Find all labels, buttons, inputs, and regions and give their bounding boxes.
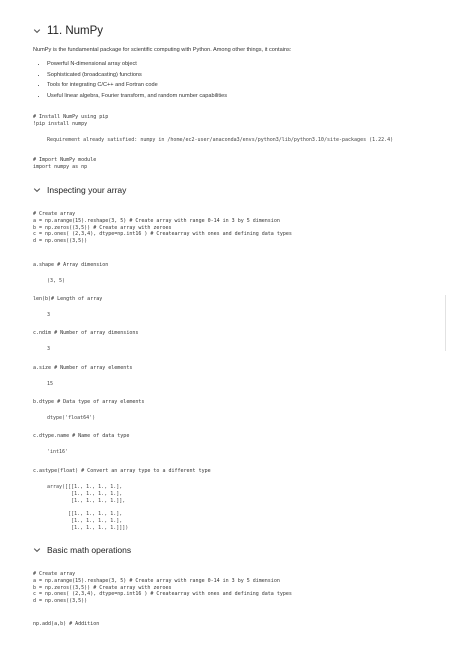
code-cell-dtype-name[interactable]: c.dtype.name # Name of data type — [33, 433, 130, 439]
code-cell-astype[interactable]: c.astype(float) # Convert an array type to a different type — [33, 468, 211, 474]
section-title: 11. NumPy — [47, 25, 104, 37]
code-cell-shape[interactable]: a.shape # Array dimension — [33, 262, 109, 268]
output-dtype-name: 'int16' — [47, 449, 69, 455]
feature-list — [33, 59, 227, 101]
list-item: • Sophisticated (broadcasting) functions — [47, 70, 227, 81]
code-cell-ndim[interactable]: c.ndim # Number of array dimensions — [33, 330, 139, 336]
section-title: Inspecting your array — [47, 185, 127, 195]
chevron-down-icon[interactable] — [33, 186, 41, 194]
code-cell-create[interactable]: # Create array a = np.arange(15).reshape(3, 5) # Create array with range 0-14 in 3 by 5 dimension b = np.zeros((3,5)) # Create array with zeroes c = np.ones( (2,3,4), dtype=np.int16 ) # Createarray with ones and defining data types d = np.ones((3,5)) — [33, 211, 292, 245]
intro-paragraph: NumPy is the fundamental package for scientific computing with Python. Among other things, it contains: — [33, 47, 292, 53]
output-len: 3 — [47, 312, 51, 318]
code-cell-create-2[interactable]: # Create array a = np.arange(15).reshape(3, 5) # Create array with range 0-14 in 3 by 5 dimension b = np.zeros((3,5)) # Create array with zeroes c = np.ones( (2,3,4), dtype=np.int16 ) # Createarray with ones and defining data types d = np.ones((3,5)) — [33, 571, 292, 605]
code-cell-import[interactable]: # Import NumPy module import numpy as np — [33, 157, 97, 170]
section-heading-math[interactable] — [33, 545, 131, 555]
chevron-down-icon[interactable] — [33, 27, 41, 35]
output-dtype: dtype('float64') — [47, 415, 96, 421]
section-heading-inspecting[interactable] — [33, 185, 126, 195]
output-shape: (3, 5) — [47, 278, 66, 284]
chevron-down-icon[interactable] — [33, 546, 41, 554]
list-item: • Useful linear algebra, Fourier transform, and random number capabilities — [47, 91, 227, 102]
list-item: • Tools for integrating C/C++ and Fortran code — [47, 80, 227, 91]
list-item: • Powerful N-dimensional array object — [47, 59, 227, 70]
section-title: Basic math operations — [47, 545, 132, 555]
code-cell-dtype[interactable]: b.dtype # Data type of array elements — [33, 399, 145, 405]
output-ndim: 3 — [47, 346, 51, 352]
scroll-indicator — [445, 295, 446, 351]
output-size: 15 — [47, 381, 54, 387]
code-cell-add[interactable]: np.add(a,b) # Addition — [33, 621, 100, 627]
output-astype: array([[[1., 1., 1., 1.], [1., 1., 1., 1.], [1., 1., 1., 1.]], [[1., 1., 1., 1.], [1., 1., 1., 1.], [1., 1., 1., 1.]]]) — [47, 484, 129, 531]
code-cell-size[interactable]: a.size # Number of array elements — [33, 365, 133, 371]
output-install: Requirement already satisfied: numpy in /home/ec2-user/anaconda3/envs/python3/lib/python3.10/site-packages (1.22.4) — [47, 137, 394, 143]
section-heading-numpy[interactable] — [33, 25, 103, 37]
code-cell-install[interactable]: # Install NumPy using pip !pip install numpy — [33, 114, 109, 127]
code-cell-len[interactable]: len(b)# Length of array — [33, 296, 103, 302]
